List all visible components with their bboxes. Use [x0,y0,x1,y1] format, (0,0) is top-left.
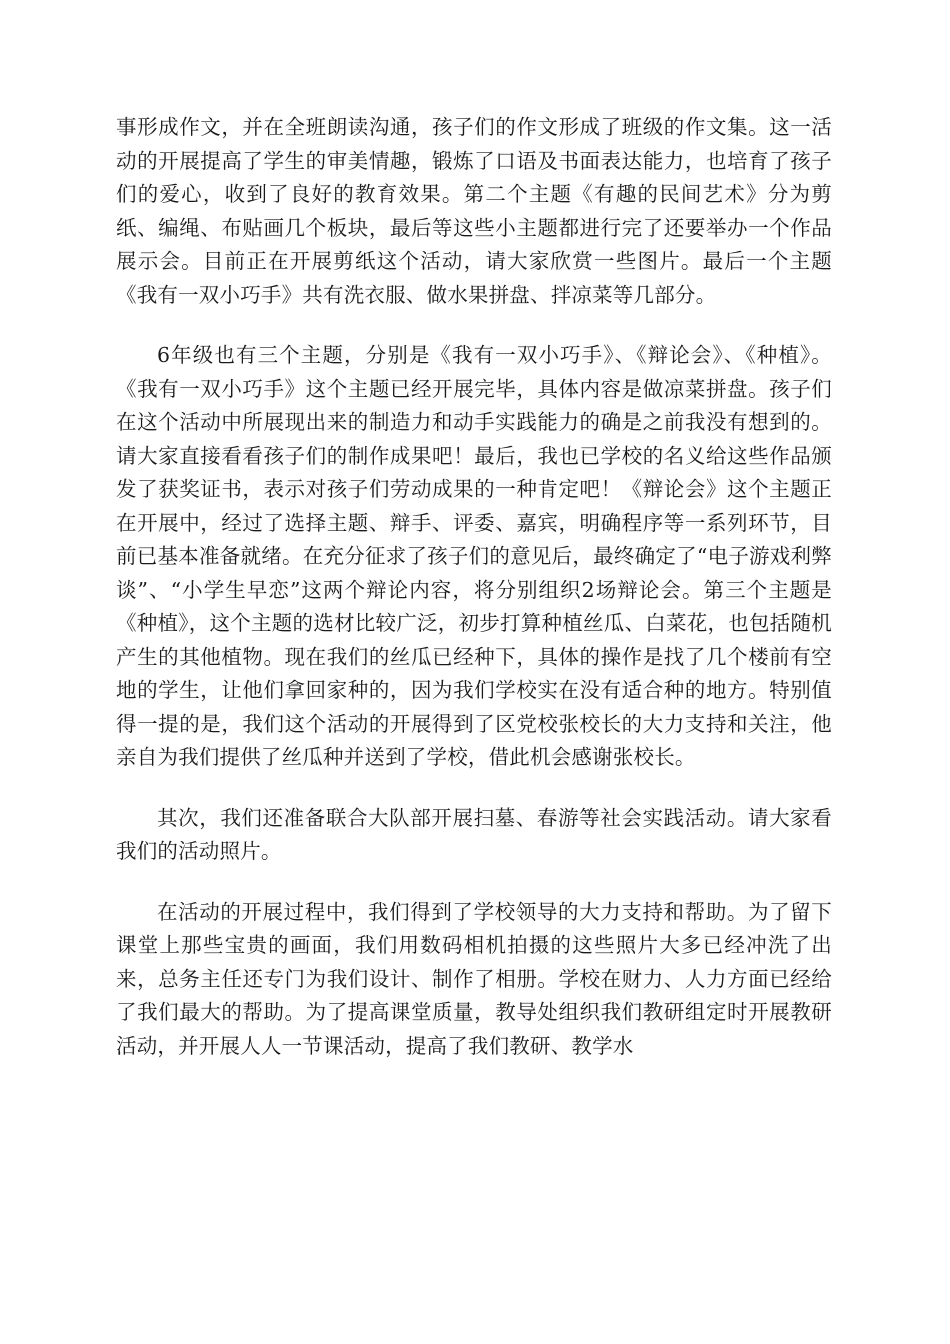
paragraph-gap [116,312,832,339]
paragraph-2: 6年级也有三个主题，分别是《我有一双小巧手》、《辩论会》、《种植》。《我有一双小巧手》这个主题已经开展完毕，具体内容是做凉菜拼盘。孩子们在这个活动中所展现出来的制造力和动手实践能力的确是之前我没有想到的。请大家直接看看孩子们的制作成果吧！最后，我也已学校的名义给这些作品颁发了获奖证书，表示对孩子们劳动成果的一种肯定吧！《辩论会》这个主题正在开展中，经过了选择主题、辩手、评委、嘉宾，明确程序等一系列环节，目前已基本准备就绪。在充分征求了孩子们的意见后，最终确定了“电子游戏利弊谈”、“小学生早恋”这两个辩论内容，将分别组织2场辩论会。第三个主题是《种植》，这个主题的选材比较广泛，初步打算种植丝瓜、白菜花，也包括随机产生的其他植物。现在我们的丝瓜已经种下，具体的操作是找了几个楼前有空地的学生，让他们拿回家种的，因为我们学校实在没有适合种的地方。特别值得一提的是，我们这个活动的开展得到了区党校张校长的大力支持和关注，他亲自为我们提供了丝瓜种并送到了学校，借此机会感谢张校长。 [116,343,832,769]
paragraph-gap [116,869,832,896]
paragraph-3: 其次，我们还准备联合大队部开展扫墓、春游等社会实践活动。请大家看我们的活动照片。 [116,805,832,863]
paragraph-gap [116,775,832,802]
paragraph-4: 在活动的开展过程中，我们得到了学校领导的大力支持和帮助。为了留下课堂上那些宝贵的画面，我们用数码相机拍摄的这些照片大多已经冲洗了出来，总务主任还专门为我们设计、制作了相册。学校在财力、人力方面已经给了我们最大的帮助。为了提高课堂质量，教导处组织我们教研组定时开展教研活动，并开展人人一节课活动，提高了我们教研、教学水 [116,899,832,1058]
document-body [116,111,832,1063]
paragraph-1: 事形成作文，并在全班朗读沟通，孩子们的作文形成了班级的作文集。这一活动的开展提高了学生的审美情趣，锻炼了口语及书面表达能力，也培育了孩子们的爱心，收到了良好的教育效果。第二个主题《有趣的民间艺术》分为剪纸、编绳、布贴画几个板块，最后等这些小主题都进行完了还要举办一个作品展示会。目前正在开展剪纸这个活动，请大家欣赏一些图片。最后一个主题《我有一双小巧手》共有洗衣服、做水果拼盘、拌凉菜等几部分。 [116,115,832,307]
